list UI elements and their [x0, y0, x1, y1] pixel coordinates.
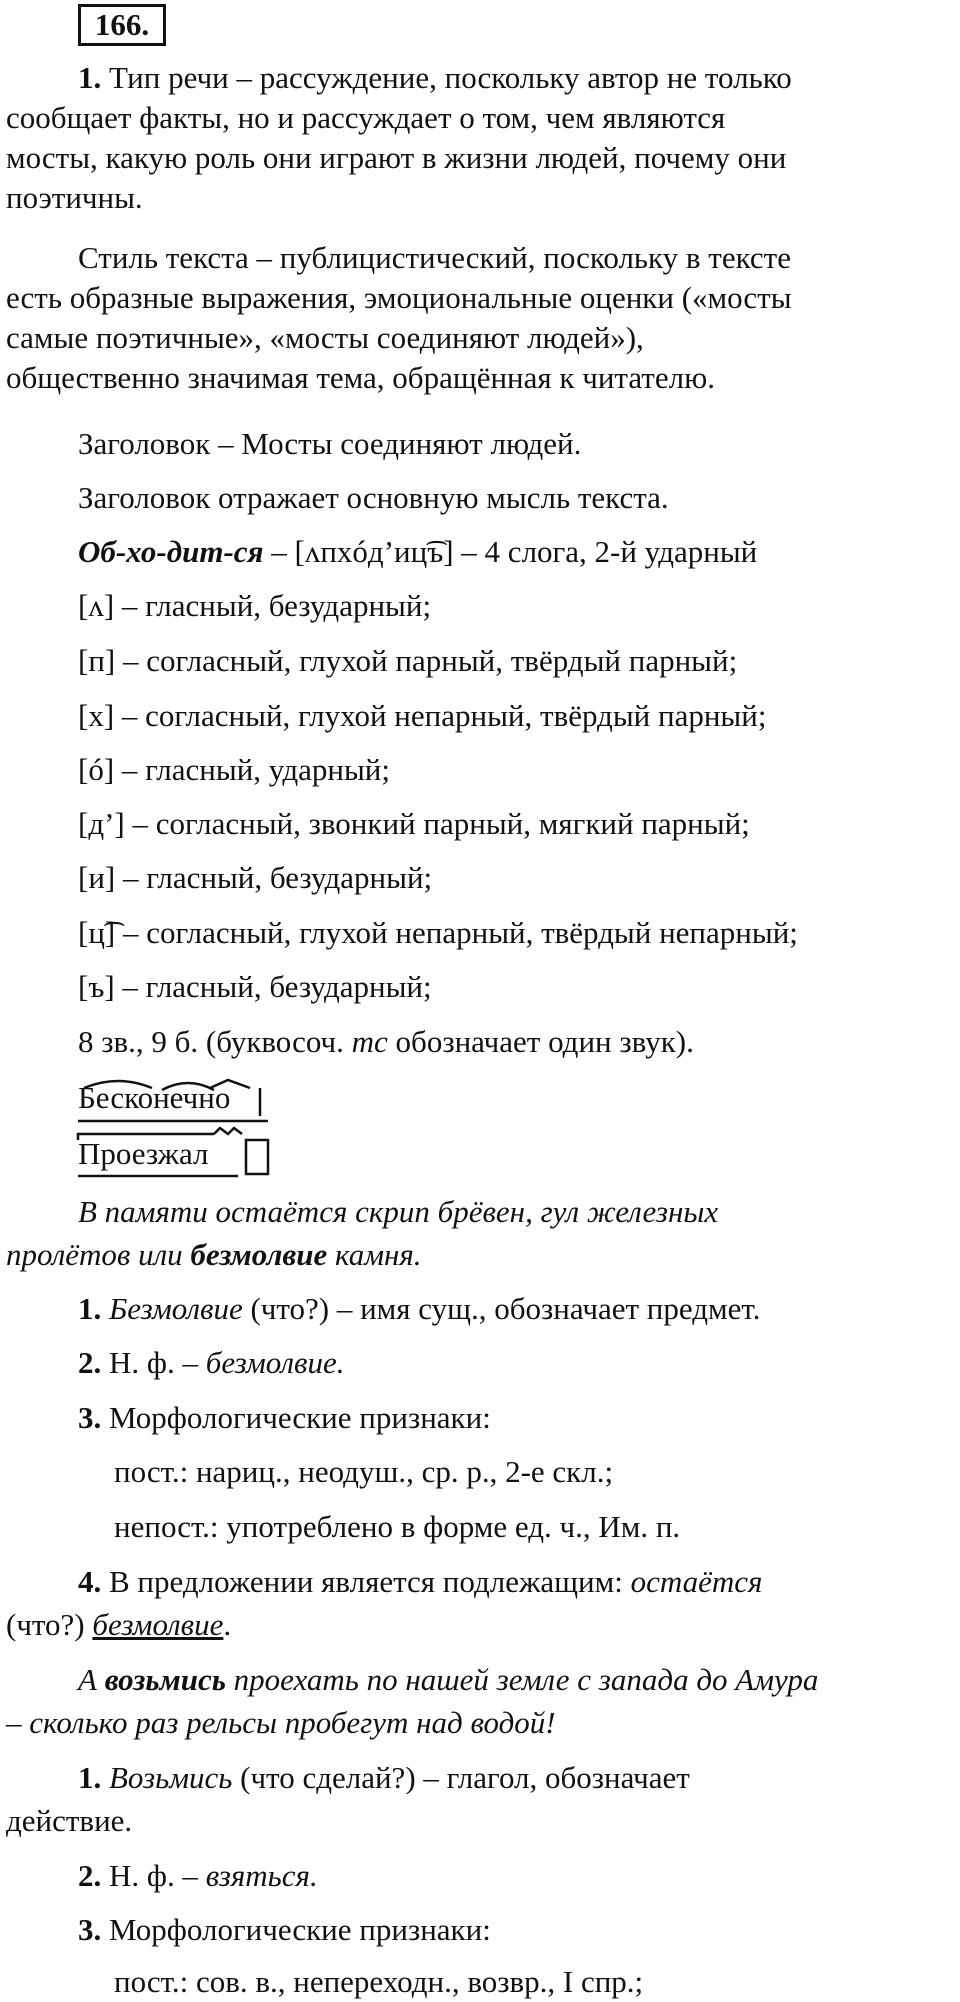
text-span: пролётов или [6, 1237, 191, 1272]
text-line: общественно значимая тема, обращённая к читателю. [6, 360, 715, 395]
text-span: Н. ф. – [101, 1345, 206, 1380]
sentence-line [78, 1192, 718, 1232]
text-span: В памяти остаётся скрип брёвен, гул железных [78, 1194, 719, 1229]
text-line: мосты, какую роль они играют в жизни людей, почему они [6, 140, 787, 175]
item-number: 1. [78, 1760, 102, 1795]
text-line: самые поэтичные», «мосты соединяют людей»), [6, 320, 644, 355]
analysis-line: действие. [6, 1803, 133, 1838]
text-span: Тип речи – рассуждение, поскольку автор не только [109, 60, 792, 95]
text-span: камня. [327, 1237, 422, 1272]
sound-line: [п] – согласный, глухой парный, твёрдый парный; [78, 643, 738, 678]
text-span: А [78, 1662, 105, 1697]
analysis-line [6, 1605, 231, 1645]
text-span: проехать по нашей земле с запада до Амура [225, 1662, 819, 1697]
analyzed-word: возьмись [104, 1662, 226, 1697]
letter-combination: тс [351, 1024, 388, 1059]
analyzed-word: Возьмись [109, 1760, 233, 1795]
item-number: 3. [78, 1400, 102, 1435]
sentence-line [6, 1235, 422, 1275]
analyzed-word: Безмолвие [109, 1291, 243, 1326]
subject-word: безмолвие [92, 1607, 224, 1642]
analyzed-word: безмолвие. [205, 1345, 345, 1380]
analysis-line: пост.: нариц., неодуш., ср. р., 2-е скл.; [114, 1454, 614, 1489]
morpheme-word [78, 1134, 209, 1174]
title-note: Заголовок отражает основную мысль текста. [78, 480, 669, 515]
item-number: 2. [78, 1345, 102, 1380]
sound-line: [ц͡] – согласный, глухой непарный, твёрдый непарный; [78, 915, 798, 950]
analyzed-word: остаётся [630, 1564, 763, 1599]
analysis-line: пост.: сов. в., непереходн., возвр., I спр.; [114, 1964, 644, 1999]
sound-line: [ъ] – гласный, безударный; [78, 969, 432, 1004]
phonetic-header [78, 532, 757, 572]
sound-line: [х] – согласный, глухой непарный, твёрдый парный; [78, 698, 767, 733]
analysis-line [78, 1856, 318, 1896]
text-line: сообщает факты, но и рассуждает о том, чем являются [6, 100, 726, 135]
text-span: Н. ф. – [101, 1858, 206, 1893]
text-span: В предложении является подлежащим: [101, 1564, 631, 1599]
phonetic-word: Об-хо-дит-ся [78, 534, 264, 569]
analysis-line [78, 1562, 762, 1602]
morpheme-marks-icon [78, 1078, 278, 1130]
phonetic-summary [78, 1022, 694, 1062]
analyzed-word: взяться. [205, 1858, 318, 1893]
text-span: обозначает один звук). [387, 1024, 694, 1059]
text-span: 8 зв., 9 б. (буквосоч. [78, 1024, 352, 1059]
text-span: – сколько раз рельсы пробегут над водой! [6, 1705, 556, 1740]
morpheme-word [78, 1078, 230, 1118]
text-span: (что сделай?) – глагол, обозначает [232, 1760, 690, 1795]
analysis-line [78, 1289, 760, 1329]
analysis-line [78, 1910, 491, 1950]
item-number: 4. [78, 1564, 102, 1599]
analysis-line [78, 1343, 345, 1383]
sound-line: [ʌ] – гласный, безударный; [78, 588, 432, 623]
item-number: 1. [78, 60, 102, 95]
text-line [78, 58, 792, 98]
morpheme-word-text: Проезжал [78, 1136, 209, 1171]
text-span: . [223, 1607, 232, 1642]
sound-line: [д’] – согласный, звонкий парный, мягкий парный; [78, 806, 750, 841]
morpheme-marks-icon [78, 1134, 278, 1186]
sound-line: [и] – гласный, безударный; [78, 860, 433, 895]
text-span: Морфологические признаки: [101, 1912, 491, 1947]
morpheme-word-text: Бесконечно [78, 1080, 231, 1115]
sentence-line [78, 1660, 818, 1700]
text-span: Морфологические признаки: [101, 1400, 491, 1435]
item-number: 1. [78, 1291, 102, 1326]
exercise-number: 166. [78, 4, 166, 46]
item-number: 2. [78, 1858, 102, 1893]
item-number: 3. [78, 1912, 102, 1947]
sound-line: [ó] – гласный, ударный; [78, 752, 390, 787]
text-span: (что?) [6, 1607, 93, 1642]
text-line: Стиль текста – публицистический, поскольку в тексте [78, 240, 791, 275]
sentence-line [6, 1703, 556, 1743]
analysis-line: непост.: употреблено в форме ед. ч., Им. п. [114, 1509, 681, 1544]
text-span: (что?) – имя сущ., обозначает предмет. [242, 1291, 761, 1326]
text-line: поэтичны. [6, 180, 143, 215]
phonetic-transcription: – [ʌпхóд’иц͡ъ] – 4 слога, 2-й ударный [263, 534, 758, 569]
title-line: Заголовок – Мосты соединяют людей. [78, 426, 582, 461]
analysis-line [78, 1398, 491, 1438]
analyzed-word: безмолвие [190, 1237, 328, 1272]
analysis-line [78, 1758, 690, 1798]
text-line: есть образные выражения, эмоциональные оценки («мосты [6, 280, 792, 315]
